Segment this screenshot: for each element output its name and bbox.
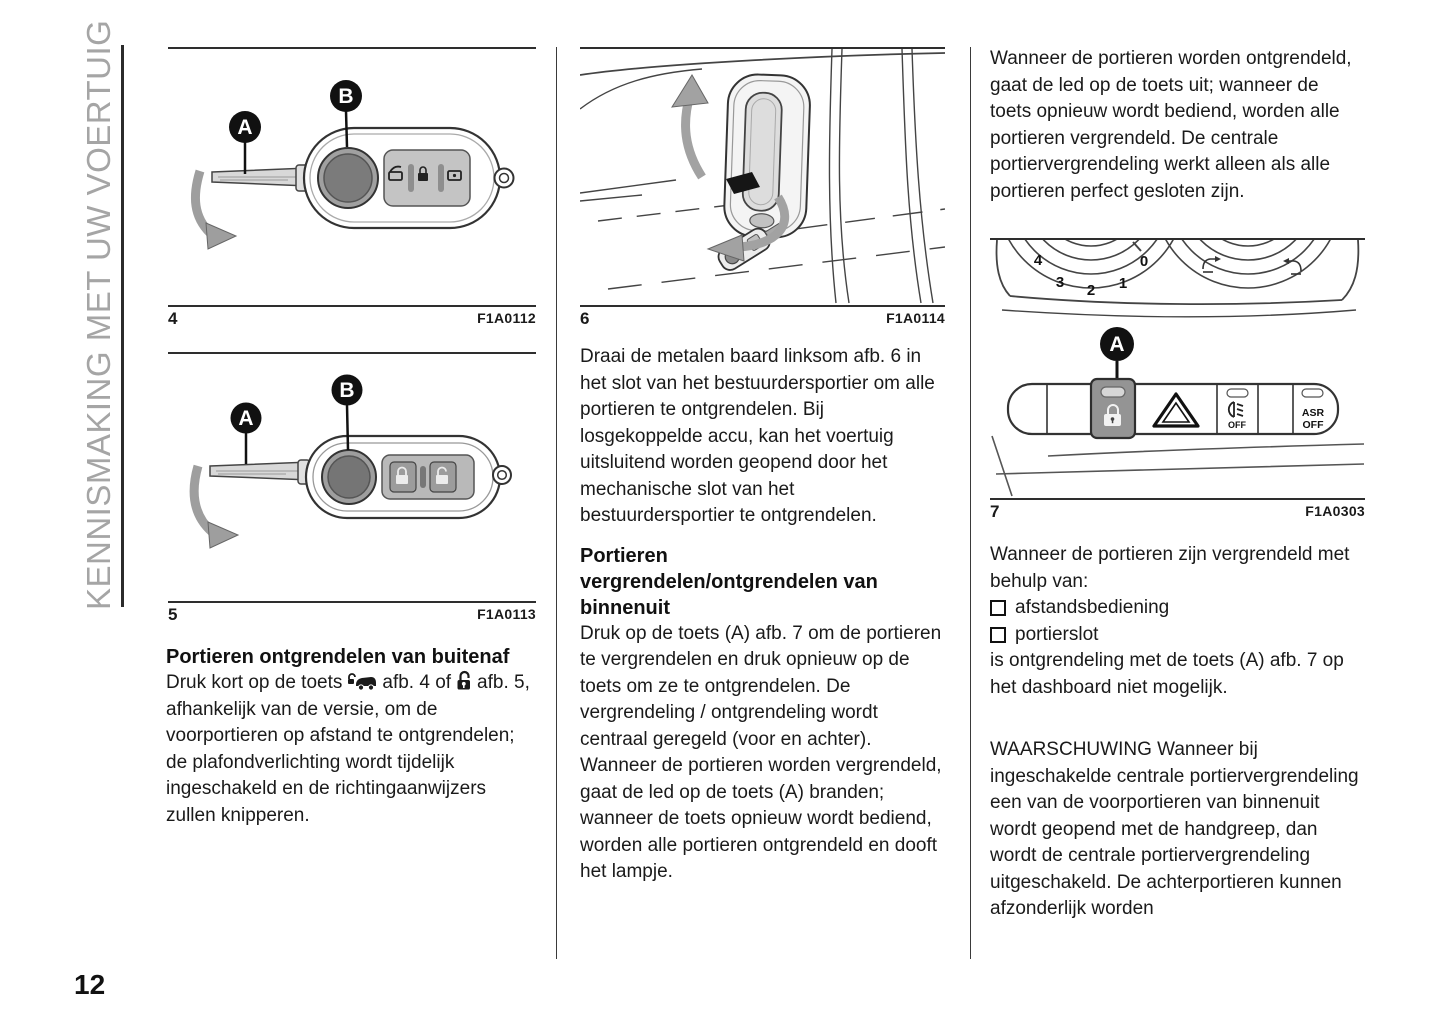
- column-divider-2: [970, 47, 971, 959]
- figure-4-illustration: [168, 49, 536, 305]
- list-item-label: portierslot: [1015, 623, 1099, 645]
- figure-6-code: F1A0114: [886, 310, 945, 326]
- callout-a-letter: A: [237, 116, 253, 139]
- asr-label: ASR: [1301, 407, 1325, 419]
- heading-line: binnenuit: [580, 596, 670, 619]
- fan-dial-0: 0: [1139, 253, 1149, 270]
- figure-7-caption: [990, 498, 1365, 521]
- fan-dial-4: 4: [1033, 252, 1043, 269]
- section-heading: [580, 543, 948, 621]
- asr-off-label: OFF: [1302, 419, 1324, 431]
- fan-dial-1: 1: [1118, 275, 1128, 292]
- paragraph-text: Druk kort op de toets: [166, 672, 343, 693]
- column-divider-1: [556, 47, 557, 959]
- open-padlock-icon: [456, 670, 472, 691]
- paragraph-text: afb. 4 of: [382, 672, 452, 693]
- figure-5-key-remote: [168, 352, 536, 624]
- figure-5-illustration: [168, 354, 536, 601]
- paragraph: Wanneer de portieren zijn vergrendeld met behulp van:: [990, 544, 1350, 592]
- figure-6-door-handle: [580, 47, 945, 328]
- paragraph: is ontgrendeling met de toets (A) afb. 7 op het dashboard niet mogelijk.: [990, 650, 1344, 698]
- dashboard-lower-contours: [992, 436, 1364, 496]
- figure-6-caption: [580, 305, 945, 328]
- callout-a-letter: A: [238, 407, 254, 430]
- keyring-hole: [495, 169, 514, 188]
- airflow-icon: [1203, 256, 1221, 272]
- warning-paragraph: WAARSCHUWING Wanneer bij ingeschakelde centrale portiervergrendeling een van de voorportieren van binnenuit wordt geopend met de handgreep, dan wordt de centrale portiervergrendeling uitgeschakeld. De achterportieren kunnen afzonderlijk worden: [990, 739, 1359, 919]
- figure-6-number: 6: [580, 309, 590, 328]
- paragraph: Draai de metalen baard linksom afb. 6 in het slot van het bestuurdersportier om alle portieren te ontgrendelen. Bij losgekoppelde accu, kan het voertuig uitsluitend worden geopend door het mechanische slot van het bestuurdersportier te ontgrendelen.: [580, 346, 935, 526]
- sidebar-divider: [121, 45, 124, 607]
- fob-lock-button-icon: [390, 462, 416, 492]
- heading-line: vergrendelen/ontgrendelen van: [580, 570, 878, 593]
- page-number: 12: [74, 969, 106, 1000]
- section-locked-conditions: [990, 542, 1364, 701]
- figure-7-illustration: [990, 240, 1365, 498]
- section-heading: Portieren ontgrendelen van buitenaf: [166, 646, 510, 668]
- chapter-sidebar-label: KENNISMAKING MET UW VOERTUIG: [80, 19, 117, 610]
- asr-off-button: [1302, 389, 1325, 431]
- central-lock-button: [1091, 379, 1135, 438]
- paragraph-text: afb. 5, afhankelijk van de versie, om de voorportieren op afstand te ontgrendelen; de plafondverlichting wordt tijdelijk ingeschakeld en de richtingaanwijzers zullen knipperen.: [166, 672, 530, 826]
- section-warning: [990, 737, 1364, 923]
- figure-4-number: 4: [168, 309, 178, 328]
- square-bullet-icon: [990, 627, 1006, 643]
- airflow-icon: [1283, 258, 1301, 274]
- door-lock-cylinder: [750, 213, 774, 228]
- fog-button-led: [1227, 389, 1248, 397]
- figure-7-code: F1A0303: [1305, 503, 1365, 519]
- figure-5-caption: [168, 601, 536, 624]
- van-roof-line: [580, 53, 945, 75]
- figure-7-number: 7: [990, 502, 1000, 521]
- section-paragraph: [166, 670, 540, 829]
- fan-dial-3: 3: [1055, 274, 1065, 291]
- lock-button-led: [1101, 387, 1125, 397]
- air-distribution-dial: [1154, 240, 1342, 288]
- section-mechanical-unlock: [580, 344, 948, 886]
- figure-4-caption: [168, 305, 536, 328]
- paragraph: Wanneer de portieren worden vergrendeld, gaat de led op de toets (A) branden; wanneer de toets opnieuw wordt bediend, worden alle portieren ontgrendeld en dooft het lampje.: [580, 755, 942, 882]
- callout-a-letter: A: [1109, 333, 1125, 356]
- heading-line: Portieren: [580, 544, 668, 567]
- figure-4-code: F1A0112: [477, 310, 536, 326]
- list-item: [990, 595, 1364, 622]
- callout-b-letter: B: [338, 85, 354, 108]
- figure-5-code: F1A0113: [477, 606, 536, 622]
- square-bullet-icon: [990, 600, 1006, 616]
- door-pillar-line: [829, 49, 836, 303]
- door-handle: [723, 74, 811, 239]
- figure-5-number: 5: [168, 605, 178, 624]
- car-remote-unlock-icon: [347, 671, 377, 691]
- fan-dial-2: 2: [1086, 282, 1096, 299]
- figure-7-dashboard-panel: [990, 238, 1365, 521]
- fog-off-label: OFF: [1228, 420, 1246, 430]
- list-item: [990, 622, 1364, 649]
- figure-4-key-remote: [168, 47, 536, 328]
- section-unlock-outside: [166, 644, 540, 829]
- callout-b-letter: B: [339, 379, 355, 402]
- asr-button-led: [1302, 389, 1323, 397]
- fob-unlock-button-icon: [430, 462, 456, 492]
- list-item-label: afstandsbediening: [1015, 597, 1170, 618]
- fan-dial: [997, 240, 1185, 288]
- lift-arrow: [686, 95, 702, 177]
- paragraph: Wanneer de portieren worden ontgrendeld, gaat de led op de toets uit; wanneer de toets opnieuw wordt bediend, worden alle portieren vergrendeld. De centrale portiervergrendeling werkt alleen als alle portieren perfect gesloten zijn.: [990, 48, 1352, 202]
- section-led-behaviour: [990, 46, 1364, 205]
- door-handle-grip: [742, 92, 782, 211]
- figure-6-illustration: [580, 49, 945, 305]
- keyring-hole: [493, 466, 511, 484]
- paragraph: Druk op de toets (A) afb. 7 om de portieren te vergrendelen en druk opnieuw op de toets om ze te ontgrendelen. De vergrendeling / ontgrendeling wordt centraal geregeld (voor en achter).: [580, 622, 942, 750]
